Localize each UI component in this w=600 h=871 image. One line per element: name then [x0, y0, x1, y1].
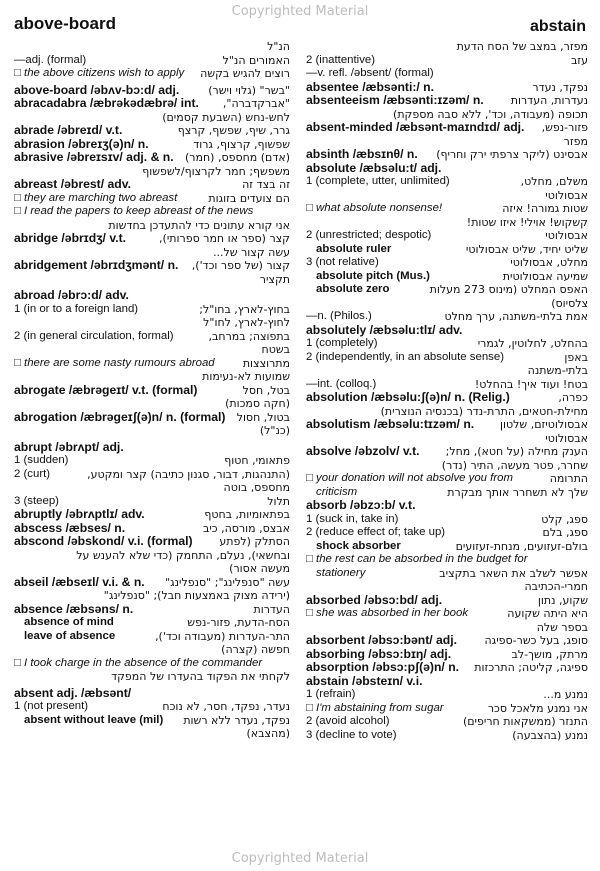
english-text: absence /æbsəns/ n.	[14, 602, 134, 616]
hebrew-translation: אבסולוטי	[545, 188, 588, 202]
entry-line	[306, 148, 588, 162]
english-text: 3 (not relative)	[306, 256, 379, 268]
english-text: abrade /əbreɪd/ v.t.	[14, 124, 123, 137]
hebrew-translation: אמת בלתי-משתנה, ערך מחלט	[444, 310, 588, 323]
hebrew-translation: (אדם) מחספס, (חמר)	[185, 151, 290, 164]
english-text: abrasion /əbreɪʒ(ə)n/ n.	[14, 137, 149, 151]
entry-line	[306, 364, 588, 378]
entry-line	[306, 310, 588, 324]
english-text: absentee /æbsənti:/ n.	[306, 80, 434, 94]
english-text: □ they are marching two abreast	[14, 191, 178, 204]
english-text: 1 (suck in, take in)	[306, 512, 399, 525]
entry-line	[306, 418, 588, 432]
entry-line	[14, 259, 290, 273]
entry-line	[14, 273, 290, 287]
entry-line	[306, 513, 588, 527]
english-text: □ she was absorbed in her book	[306, 607, 469, 619]
entry-line	[14, 232, 290, 246]
entry-line	[14, 687, 290, 701]
entry-line	[306, 715, 588, 729]
hebrew-translation: (ירידה מצוק באמצעות חבל); "סנפלינג"	[103, 589, 290, 602]
entry-line	[306, 337, 588, 351]
hebrew-translation: תלול	[267, 494, 290, 508]
entry-line	[306, 229, 588, 243]
hebrew-translation: אני נמנע מלאכל סכר	[487, 701, 588, 715]
hebrew-translation: מחילת-חטאים, התרת-נדר (בכנסיה הנוצרית)	[380, 404, 588, 418]
hebrew-translation: עשה "סנפלינג"; "סנפלינג"	[165, 575, 290, 589]
entry-line	[306, 472, 588, 486]
hebrew-translation: נעדר, נפקד, חסר, לא נוכח	[162, 700, 290, 713]
entry-line	[306, 324, 588, 338]
english-text: 1 (refrain)	[306, 688, 356, 700]
entry-line	[306, 432, 588, 446]
hebrew-translation: קצר (ספר או חמר ספרותי),	[159, 232, 290, 245]
english-text: absolute /æbsəlu:t/ adj.	[306, 161, 442, 175]
english-text: absent adj. /æbsənt/	[14, 686, 132, 700]
hebrew-translation: מעשה אסור)	[229, 562, 290, 575]
entry-line	[306, 189, 588, 203]
entry-line	[14, 589, 290, 603]
hebrew-translation: קשקוש! אוילי! איזו שטות!	[466, 215, 588, 229]
entry-line	[306, 378, 588, 392]
hebrew-translation: אבסולוטי	[545, 431, 588, 445]
hebrew-translation: עשה קצור של...	[213, 245, 290, 259]
hebrew-translation: שליט יחיד, שליט אבסולוטי	[465, 242, 588, 256]
hebrew-translation: אפשר לשלב את השאר בתקציב	[439, 566, 588, 580]
english-text: abridgement /əbrɪdʒmənt/ n.	[14, 259, 179, 272]
english-text: absent-minded /æbsənt-maɪndɪd/ adj.	[306, 121, 525, 134]
hebrew-translation: שפשוף, קרצוף, גרוד	[193, 137, 290, 151]
entry-line	[14, 657, 290, 671]
entry-line	[306, 553, 588, 567]
english-text: □ the above citizens wish to apply	[14, 67, 185, 79]
hebrew-translation: תכופה (מעבודה, וכד', ללא סבה מספקת)	[393, 107, 588, 121]
entry-line	[306, 607, 588, 621]
entry-line	[14, 616, 290, 630]
english-text: 3 (decline to vote)	[306, 728, 397, 741]
entry-line	[306, 675, 588, 689]
english-text: abrogate /æbrəgeɪt/ v.t. (formal)	[14, 383, 198, 397]
english-text: absolution /æbsəlu:ʃ(ə)n/ n. (Relig.)	[306, 391, 510, 404]
hebrew-translation: לקחתי את הפקוד בהעדרו של המפקד	[111, 670, 290, 683]
hebrew-translation: בהחלט, לחלוטין, לגמרי	[477, 337, 588, 350]
hebrew-translation: אבצס, מורסה, כיב	[202, 521, 290, 535]
entry-line	[306, 216, 588, 230]
entry-line	[306, 580, 588, 594]
english-text: —v. refl. /əbsent/ (formal)	[306, 67, 434, 79]
entry-line	[14, 643, 290, 657]
entry-line	[306, 567, 588, 581]
entry-line	[306, 648, 588, 662]
entry-line	[306, 243, 588, 257]
english-text: 1 (complete, utter, unlimited)	[306, 175, 450, 187]
entry-line	[14, 714, 290, 728]
english-text: □ I read the papers to keep abreast of the news	[14, 205, 254, 217]
hebrew-translation: בספר שלה	[536, 620, 588, 634]
entry-line	[14, 246, 290, 260]
hebrew-translation: שמיעה אבסולוטית	[502, 269, 588, 283]
entry-line	[306, 202, 588, 216]
entry-line	[14, 535, 290, 549]
hebrew-translation: שקוע, נתון	[537, 593, 588, 607]
entry-line	[14, 468, 290, 482]
english-text: absolutely /æbsəlu:tlɪ/ adv.	[306, 323, 463, 337]
hebrew-translation: ספיגה, קליטה; התרכזות	[474, 661, 588, 674]
hebrew-translation: מחלט, אבסולוטי	[510, 256, 588, 269]
english-text: —int. (colloq.)	[306, 377, 377, 390]
entry-line	[306, 270, 588, 284]
entry-line	[14, 165, 290, 179]
hebrew-translation: בטול, חסול	[236, 410, 290, 424]
entry-line	[306, 634, 588, 648]
hebrew-translation: משפשף; חמר לקרצוף/לשפשוף	[142, 164, 290, 178]
entry-line	[14, 384, 290, 398]
watermark-top: Copyrighted Material	[231, 4, 369, 19]
entry-line	[14, 343, 290, 357]
hebrew-translation: מפזר	[563, 134, 588, 148]
page-header	[14, 14, 586, 34]
hebrew-translation: גרר, שיף, שפשף, קרצף	[177, 124, 290, 137]
english-text: absolute pitch (Mus.)	[316, 269, 430, 282]
english-text: stationery	[316, 566, 366, 579]
entry-line	[14, 40, 290, 54]
entry-line	[14, 138, 290, 152]
entry-line	[306, 688, 588, 702]
english-text: abstain /əbsteɪn/ v.i.	[306, 674, 423, 688]
entry-line	[306, 621, 588, 635]
hebrew-translation: קצור (של ספר וכד'),	[191, 259, 290, 272]
english-text: absolve /əbzolv/ v.t.	[306, 445, 420, 458]
english-text: □ I'm abstaining from sugar	[306, 701, 444, 714]
hebrew-translation: העדרות	[253, 602, 290, 616]
entry-line	[14, 424, 290, 438]
english-text: absorb /əbzɔ:b/ v.t.	[306, 499, 416, 512]
entry-line	[14, 700, 290, 714]
english-text: —adj. (formal)	[14, 53, 87, 66]
entry-line	[306, 108, 588, 122]
entry-line	[306, 54, 588, 68]
hebrew-translation: בפתאומיות, בחטף	[204, 508, 290, 521]
english-text: 2 (inattentive)	[306, 53, 376, 66]
entry-line	[14, 454, 290, 468]
hebrew-translation: הם צועדים בזוגות	[208, 191, 290, 205]
hebrew-translation: לחש-נחש (השבעת קסמים)	[162, 110, 290, 124]
entry-line	[14, 303, 290, 317]
english-text: 1 (sudden)	[14, 454, 69, 466]
english-text: —n. (Philos.)	[306, 310, 372, 322]
hebrew-translation: מפזר, במצב של הסח הדעת	[456, 40, 588, 53]
hebrew-translation: בטח! ועוד איך! בהחלט!	[474, 377, 588, 391]
hebrew-translation: אבסולוטיזם, שלטון	[500, 418, 588, 431]
entry-line	[14, 549, 290, 563]
entry-line	[14, 670, 290, 684]
hebrew-translation: שחרר, פטר מעשה, התיר (נדר)	[441, 458, 588, 472]
english-text: 2 (curt)	[14, 467, 51, 480]
hebrew-translation: נפקד, נעדר ללא רשות	[183, 713, 290, 727]
entry-line	[306, 351, 588, 365]
english-text: leave of absence	[24, 629, 116, 642]
hebrew-translation: אבסולוטי	[545, 229, 588, 242]
entry-line	[14, 576, 290, 590]
entry-line	[306, 405, 588, 419]
right-column	[306, 40, 588, 742]
english-text: □ the rest can be absorbed in the budget for	[306, 553, 528, 565]
entry-line	[306, 540, 588, 554]
hebrew-translation: פתאומי, חטוף	[224, 454, 290, 467]
english-text: absolutism /æbsəlu:tɪzəm/ n.	[306, 418, 475, 431]
hebrew-translation: אני קורא עתונים כדי להתעדכן בחדשות	[108, 218, 290, 232]
hebrew-translation: (התנהגות, דבור, סגנון כתיבה) קצר ומקטע,	[87, 467, 290, 481]
english-text: abroad /əbrɔ:d/ adv.	[14, 289, 129, 302]
english-text: □ I took charge in the absence of the commander	[14, 656, 263, 669]
english-text: abrasive /əbreɪsɪv/ adj. & n.	[14, 151, 174, 164]
entry-line	[14, 508, 290, 522]
english-text: abruptly /əbrʌptlɪ/ adv.	[14, 508, 145, 521]
english-text: absolute zero	[316, 283, 390, 295]
entry-line	[306, 81, 588, 95]
hebrew-translation: באפן	[564, 350, 588, 364]
entry-line	[14, 370, 290, 384]
english-text: absinth /æbsɪnθ/ n.	[306, 148, 418, 161]
english-text: □ what absolute nonsense!	[306, 202, 443, 214]
hebrew-translation: התרומה	[549, 472, 588, 485]
hebrew-translation: שמועות לא-נעימות	[202, 370, 290, 383]
entry-line	[14, 603, 290, 617]
hebrew-translation: בתפוצה; במרחב,	[208, 329, 290, 343]
english-text: abscess /æbses/ n.	[14, 521, 126, 535]
english-text: abridge /əbrɪdʒ/ v.t.	[14, 232, 127, 245]
entry-line	[306, 661, 588, 675]
hebrew-translation: זה בצד זה	[242, 178, 290, 191]
entry-line	[306, 486, 588, 500]
hebrew-translation: בשטח	[261, 343, 290, 356]
english-text: abrupt /əbrʌpt/ adj.	[14, 440, 124, 454]
english-text: 3 (steep)	[14, 494, 59, 507]
english-text: above-board /əbʌv-bɔ:d/ adj.	[14, 83, 180, 97]
entry-line	[14, 441, 290, 455]
entry-line	[306, 135, 588, 149]
hebrew-translation: לחוץ-לארץ, לחו"ל	[203, 316, 290, 329]
english-text: 2 (in general circulation, formal)	[14, 329, 174, 342]
entry-line	[14, 522, 290, 536]
hebrew-translation: רוצים להגיש בקשה	[200, 67, 290, 80]
english-text: absenteeism /æbsənti:ɪzəm/ n.	[306, 94, 484, 107]
entry-line	[306, 256, 588, 270]
english-text: abrogation /æbrəgeɪʃ(ə)n/ n. (formal)	[14, 410, 226, 424]
english-text: 2 (unrestricted; despotic)	[306, 229, 432, 241]
entry-line	[306, 594, 588, 608]
hebrew-translation: הסתלק (לפתע	[219, 535, 290, 548]
hebrew-translation: חמרי-הכתיבה	[524, 580, 588, 593]
entry-line	[14, 330, 290, 344]
entry-line	[14, 178, 290, 192]
hebrew-translation: עזב	[570, 53, 588, 67]
entry-line	[306, 297, 588, 311]
hebrew-translation: נמנע מ...	[543, 688, 588, 701]
right-guide-word: abstain	[529, 18, 586, 35]
english-text: shock absorber	[316, 539, 401, 552]
hebrew-translation: שלך לא תשחרר אותך מבקרת	[447, 485, 588, 499]
english-text: 1 (completely)	[306, 337, 378, 349]
english-text: absence of mind	[24, 616, 114, 628]
entry-line	[306, 702, 588, 716]
hebrew-translation: מרתק, מושך-לב	[511, 647, 588, 661]
left-guide-word: above-board	[14, 14, 117, 33]
hebrew-translation: סופג, בעל כשר-ספיגה	[484, 634, 588, 647]
entry-line	[306, 94, 588, 108]
english-text: 1 (in or to a foreign land)	[14, 302, 139, 315]
entry-line	[14, 481, 290, 495]
hebrew-translation: ספג, בלם	[542, 526, 588, 539]
english-text: absent without leave (mil)	[24, 713, 164, 726]
entry-line	[306, 459, 588, 473]
hebrew-translation: ספג, קלט	[541, 512, 588, 526]
hebrew-translation: הנ"ל	[267, 40, 290, 53]
hebrew-translation: בטל, חסל	[242, 383, 290, 397]
hebrew-translation: היא היתה שקועה	[507, 607, 588, 620]
hebrew-translation: הסח-הדעת, פזור-נפש	[187, 616, 290, 629]
hebrew-translation: חפשה (קצרה)	[221, 643, 290, 656]
english-text: abscond /əbskond/ v.i. (formal)	[14, 535, 193, 548]
entry-line	[14, 357, 290, 371]
hebrew-translation: בחוץ-לארץ, בחו"ל;	[199, 302, 290, 316]
entry-line	[306, 499, 588, 513]
english-text: abseil /æbseɪl/ v.i. & n.	[14, 575, 145, 589]
entry-line	[306, 67, 588, 81]
entry-line	[14, 97, 290, 111]
entry-line	[14, 411, 290, 425]
english-text: abreast /əbrest/ adv.	[14, 178, 131, 191]
watermark-bottom: Copyrighted Material	[231, 851, 369, 866]
entry-line	[14, 289, 290, 303]
hebrew-translation: "אברקדברה",	[222, 97, 290, 110]
hebrew-translation: האמורים הנ"ל	[222, 53, 290, 67]
entry-line	[14, 562, 290, 576]
hebrew-translation: תקציר	[259, 272, 290, 286]
hebrew-translation: כפרה,	[558, 391, 588, 404]
entry-line	[14, 630, 290, 644]
entry-line	[14, 67, 290, 81]
hebrew-translation: התנזר (ממשקאות חריפים)	[462, 715, 588, 728]
hebrew-translation: (מהצבא)	[246, 727, 290, 740]
entry-line	[306, 175, 588, 189]
entry-line	[14, 151, 290, 165]
hebrew-translation: (כנ"ל)	[259, 424, 290, 437]
entry-line	[14, 54, 290, 68]
entry-line	[306, 445, 588, 459]
left-column	[14, 40, 290, 741]
hebrew-translation: צלסיוס)	[551, 296, 588, 310]
entry-line	[14, 111, 290, 125]
entry-line	[14, 397, 290, 411]
hebrew-translation: האפס המחלט (מינוס 273 מעלות	[429, 283, 588, 296]
hebrew-translation: נפקד, נעדר	[532, 80, 588, 94]
english-text: 1 (not present)	[14, 700, 89, 712]
hebrew-translation: התר-העדרות (מעבודה וכד'),	[155, 629, 290, 643]
entry-line	[306, 526, 588, 540]
entry-line	[14, 205, 290, 219]
entry-line	[306, 162, 588, 176]
hebrew-translation: מחספס, בוטה	[223, 481, 290, 494]
entry-line	[306, 729, 588, 743]
english-text: absorption /əbsɔ:pʃ(ə)n/ n.	[306, 661, 460, 674]
hebrew-translation: בלתי-משתנה	[527, 364, 588, 377]
hebrew-translation: מתרוצצות	[242, 356, 290, 370]
entry-line	[306, 40, 588, 54]
entry-line	[14, 316, 290, 330]
entry-line	[306, 391, 588, 405]
hebrew-translation: נעדרות, העדרות	[510, 94, 588, 107]
hebrew-translation: הענק מחילה (על חטא), מחל;	[445, 445, 588, 458]
hebrew-translation: (חקה סמכות)	[225, 397, 290, 410]
english-text: 2 (reduce effect of; take up)	[306, 526, 446, 538]
hebrew-translation: ובחשאי), נעלם, התחמק (כדי שלא להענש על	[76, 548, 290, 562]
english-text: 2 (avoid alcohol)	[306, 715, 390, 727]
english-text: abracadabra /æbrəkədæbrə/ int.	[14, 97, 199, 110]
entry-line	[14, 124, 290, 138]
english-text: absorbing /əbsɔ:bɪŋ/ adj.	[306, 647, 452, 661]
hebrew-translation: משלם, מחלט,	[520, 175, 588, 188]
entry-line	[306, 283, 588, 297]
entry-line	[14, 219, 290, 233]
hebrew-translation: "בשר" (גלוי וישר)	[208, 83, 290, 97]
entry-line	[14, 727, 290, 741]
hebrew-translation: שטות גמורה! איזה	[502, 202, 588, 215]
hebrew-translation: נמנע (בהצבעה)	[512, 728, 588, 742]
english-text: absorbed /əbsɔ:bd/ adj.	[306, 593, 443, 607]
entry-line	[14, 84, 290, 98]
english-text: criticism	[316, 485, 358, 498]
english-text: □ your donation will not absolve you from	[306, 472, 513, 484]
entry-line	[14, 192, 290, 206]
hebrew-translation: בולם-זעזועים, מנחת-זעזועים	[455, 539, 588, 553]
english-text: absolute ruler	[316, 242, 392, 255]
hebrew-translation: פזור-נפש,	[541, 121, 588, 134]
hebrew-translation: אבסינט (ליקר צרפתי ירק וחריף)	[436, 148, 588, 161]
english-text: 2 (independently, in an absolute sense)	[306, 350, 504, 363]
english-text: □ there are some nasty rumours abroad	[14, 356, 215, 369]
entry-line	[306, 121, 588, 135]
entry-line	[14, 495, 290, 509]
english-text: absorbent /əbsɔ:bənt/ adj.	[306, 634, 458, 647]
